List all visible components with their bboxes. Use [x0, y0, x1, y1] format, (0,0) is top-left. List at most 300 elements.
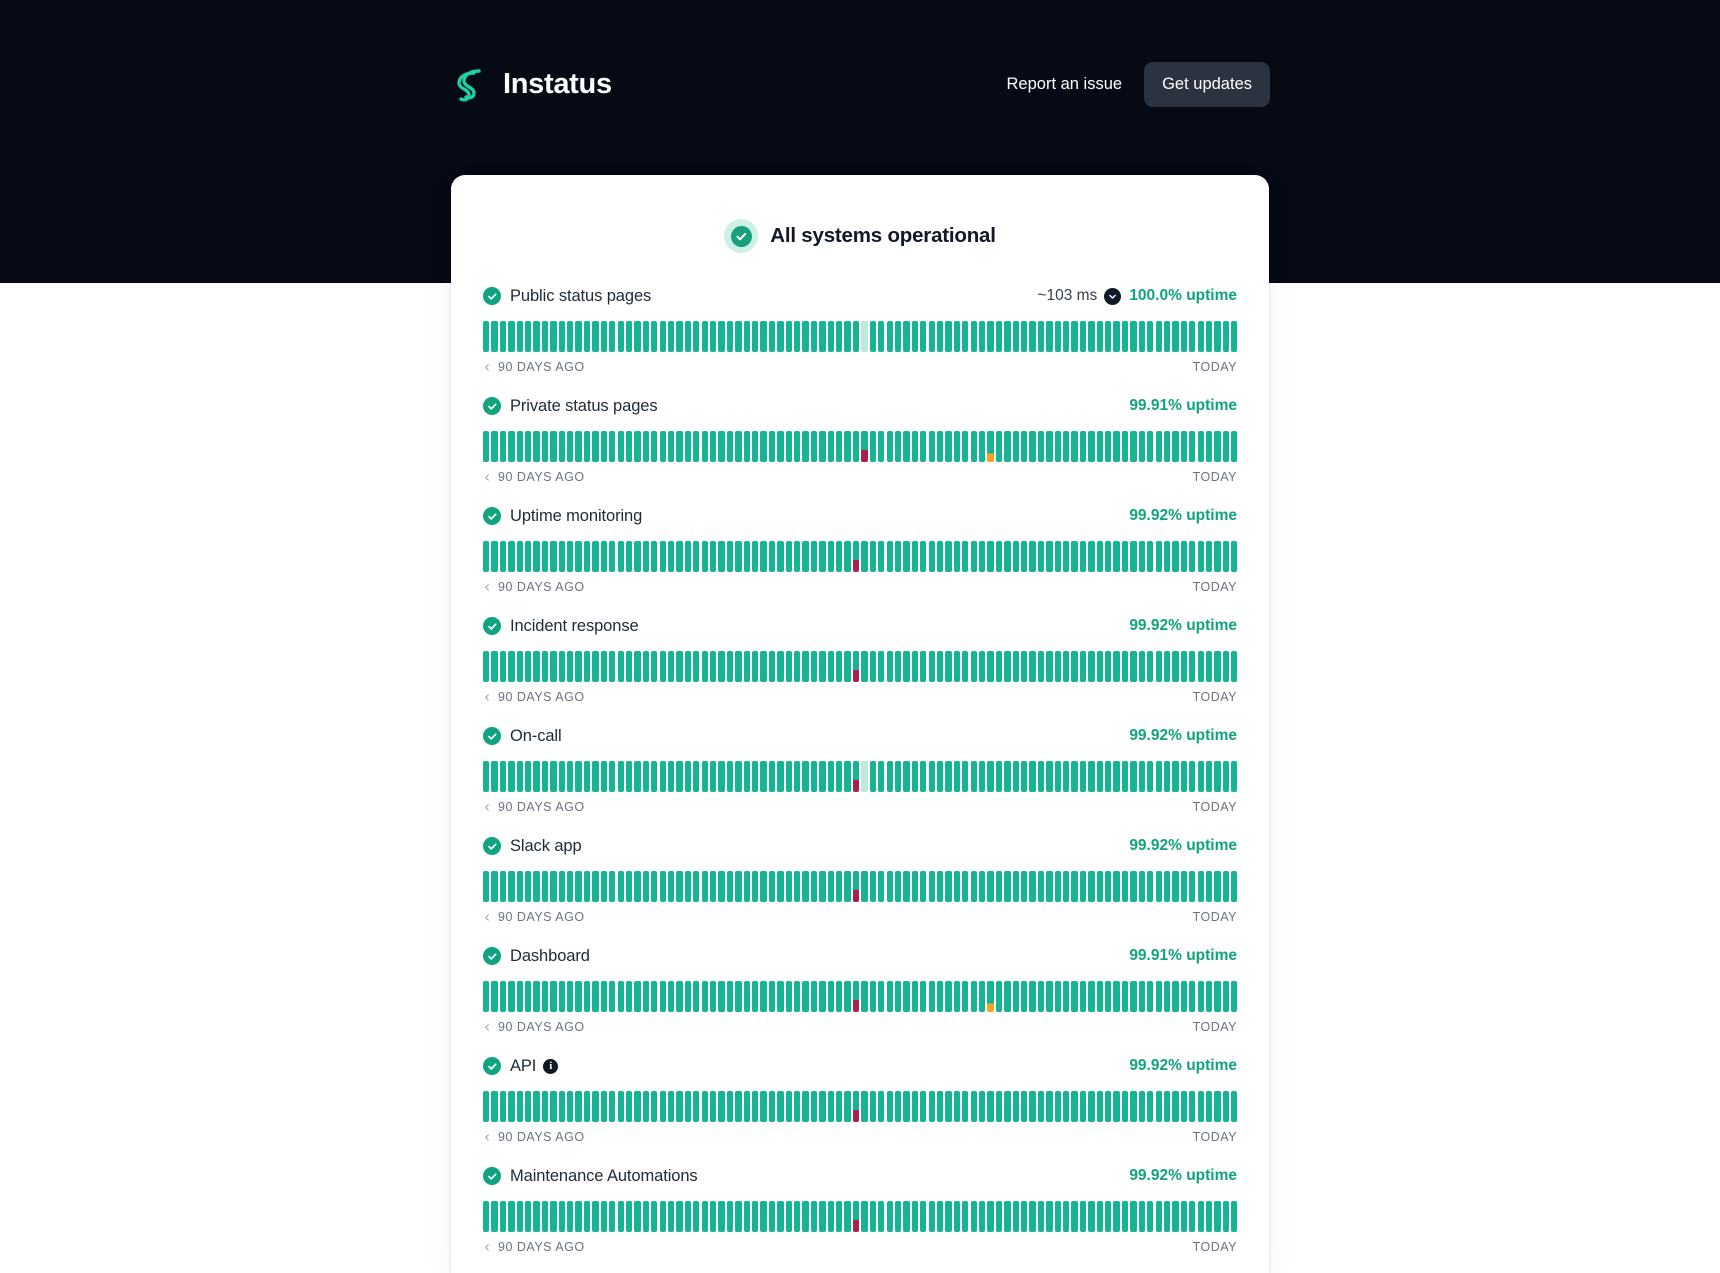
uptime-bar-tick[interactable]	[1206, 1201, 1212, 1232]
uptime-bar-tick[interactable]	[718, 981, 724, 1012]
uptime-bar-tick[interactable]	[887, 981, 893, 1012]
uptime-bar-tick[interactable]	[1130, 431, 1136, 462]
uptime-bar-tick[interactable]	[634, 871, 640, 902]
uptime-bar-tick[interactable]	[811, 981, 817, 1012]
uptime-bar-tick[interactable]	[508, 1091, 514, 1122]
uptime-bar-tick[interactable]	[861, 761, 867, 792]
uptime-bar-tick[interactable]	[752, 1201, 758, 1232]
uptime-bar-tick[interactable]	[811, 761, 817, 792]
uptime-bar-tick[interactable]	[1147, 651, 1153, 682]
legend-start[interactable]	[483, 690, 585, 704]
uptime-bar-tick[interactable]	[802, 981, 808, 1012]
uptime-bar-tick[interactable]	[853, 761, 859, 792]
uptime-bar-tick[interactable]	[1013, 761, 1019, 792]
uptime-bar-tick[interactable]	[727, 431, 733, 462]
uptime-bar-tick[interactable]	[1189, 541, 1195, 572]
uptime-bar-tick[interactable]	[517, 871, 523, 902]
uptime-bar-tick[interactable]	[794, 981, 800, 1012]
uptime-bar-tick[interactable]	[844, 1091, 850, 1122]
uptime-bar-tick[interactable]	[618, 431, 624, 462]
uptime-bar-tick[interactable]	[861, 431, 867, 462]
uptime-bar-tick[interactable]	[1105, 541, 1111, 572]
uptime-bar-tick[interactable]	[1122, 321, 1128, 352]
uptime-bar-tick[interactable]	[903, 651, 909, 682]
uptime-bar-tick[interactable]	[836, 651, 842, 682]
uptime-bar-tick[interactable]	[752, 321, 758, 352]
uptime-bar-tick[interactable]	[912, 761, 918, 792]
uptime-bar-tick[interactable]	[500, 651, 506, 682]
uptime-bar-tick[interactable]	[1088, 321, 1094, 352]
uptime-bar-tick[interactable]	[870, 761, 876, 792]
uptime-bar-tick[interactable]	[996, 1201, 1002, 1232]
uptime-bar-tick[interactable]	[676, 431, 682, 462]
uptime-bar-tick[interactable]	[584, 541, 590, 572]
uptime-bar-tick[interactable]	[844, 1201, 850, 1232]
brand[interactable]	[450, 65, 612, 105]
uptime-bar-tick[interactable]	[1147, 1201, 1153, 1232]
uptime-bar-tick[interactable]	[895, 1201, 901, 1232]
uptime-bar-tick[interactable]	[1164, 431, 1170, 462]
uptime-bar-tick[interactable]	[1088, 871, 1094, 902]
uptime-bar-tick[interactable]	[920, 871, 926, 902]
uptime-bar-tick[interactable]	[1181, 1201, 1187, 1232]
uptime-bar-tick[interactable]	[542, 431, 548, 462]
uptime-bar-tick[interactable]	[853, 431, 859, 462]
uptime-bar-tick[interactable]	[1223, 321, 1229, 352]
uptime-bar-tick[interactable]	[1080, 431, 1086, 462]
uptime-bar-tick[interactable]	[794, 871, 800, 902]
uptime-bar-tick[interactable]	[828, 1201, 834, 1232]
uptime-bar-tick[interactable]	[962, 981, 968, 1012]
uptime-bar-tick[interactable]	[1172, 431, 1178, 462]
uptime-bar-tick[interactable]	[651, 1201, 657, 1232]
uptime-bar-tick[interactable]	[836, 1091, 842, 1122]
uptime-bar-tick[interactable]	[819, 431, 825, 462]
uptime-bar-tick[interactable]	[676, 981, 682, 1012]
uptime-bar-tick[interactable]	[811, 321, 817, 352]
uptime-bar-tick[interactable]	[1189, 321, 1195, 352]
uptime-bar-tick[interactable]	[1214, 651, 1220, 682]
uptime-bar-tick[interactable]	[1223, 1091, 1229, 1122]
uptime-bar-tick[interactable]	[1038, 1091, 1044, 1122]
uptime-bar-tick[interactable]	[1172, 871, 1178, 902]
uptime-bar-tick[interactable]	[811, 431, 817, 462]
uptime-bar-tick[interactable]	[954, 321, 960, 352]
uptime-bar-tick[interactable]	[609, 871, 615, 902]
uptime-bar-tick[interactable]	[685, 981, 691, 1012]
uptime-bar-tick[interactable]	[912, 321, 918, 352]
uptime-bar-tick[interactable]	[1038, 431, 1044, 462]
uptime-bar-tick[interactable]	[777, 1091, 783, 1122]
legend-start[interactable]	[483, 800, 585, 814]
uptime-bar-tick[interactable]	[870, 1201, 876, 1232]
uptime-bar-tick[interactable]	[1055, 981, 1061, 1012]
uptime-bar-tick[interactable]	[651, 321, 657, 352]
uptime-bar-tick[interactable]	[533, 1201, 539, 1232]
uptime-bar-tick[interactable]	[575, 541, 581, 572]
uptime-bar-tick[interactable]	[626, 981, 632, 1012]
uptime-bar-tick[interactable]	[626, 871, 632, 902]
monitor-name[interactable]: Slack app	[510, 836, 582, 855]
uptime-bar-tick[interactable]	[1038, 871, 1044, 902]
uptime-bar-tick[interactable]	[1214, 431, 1220, 462]
uptime-bar-tick[interactable]	[1004, 431, 1010, 462]
uptime-bar-tick[interactable]	[1214, 871, 1220, 902]
uptime-bar-tick[interactable]	[533, 871, 539, 902]
uptime-bar-tick[interactable]	[508, 541, 514, 572]
uptime-bar-tick[interactable]	[1172, 1091, 1178, 1122]
uptime-bar-tick[interactable]	[954, 431, 960, 462]
uptime-bar-tick[interactable]	[861, 1091, 867, 1122]
uptime-bar-tick[interactable]	[979, 541, 985, 572]
uptime-bar-tick[interactable]	[878, 321, 884, 352]
uptime-bar-tick[interactable]	[1198, 541, 1204, 572]
monitor-name[interactable]: Public status pages	[510, 286, 652, 305]
uptime-bar-tick[interactable]	[618, 981, 624, 1012]
uptime-bar-tick[interactable]	[1130, 541, 1136, 572]
legend-start[interactable]	[483, 1130, 585, 1144]
uptime-bar-tick[interactable]	[609, 431, 615, 462]
uptime-bar-tick[interactable]	[575, 431, 581, 462]
uptime-bar-tick[interactable]	[1105, 761, 1111, 792]
uptime-bar-tick[interactable]	[937, 651, 943, 682]
chevron-left-icon[interactable]	[483, 582, 491, 593]
uptime-bar-tick[interactable]	[1198, 431, 1204, 462]
uptime-bar-tick[interactable]	[727, 321, 733, 352]
legend-start[interactable]	[483, 470, 585, 484]
uptime-bar-tick[interactable]	[618, 761, 624, 792]
uptime-bar-tick[interactable]	[744, 1201, 750, 1232]
uptime-bar-tick[interactable]	[1231, 321, 1237, 352]
uptime-bar-tick[interactable]	[660, 761, 666, 792]
uptime-bar-tick[interactable]	[567, 1091, 573, 1122]
uptime-bar-tick[interactable]	[1214, 1091, 1220, 1122]
uptime-bar-tick[interactable]	[693, 761, 699, 792]
uptime-bar-tick[interactable]	[853, 871, 859, 902]
uptime-bar-tick[interactable]	[1231, 871, 1237, 902]
uptime-bar-tick[interactable]	[828, 871, 834, 902]
uptime-bar-tick[interactable]	[945, 1201, 951, 1232]
chevron-left-icon[interactable]	[483, 692, 491, 703]
uptime-bar-tick[interactable]	[1046, 651, 1052, 682]
uptime-bar-tick[interactable]	[1021, 541, 1027, 572]
uptime-bar-tick[interactable]	[533, 761, 539, 792]
uptime-bar-tick[interactable]	[676, 651, 682, 682]
uptime-bar-tick[interactable]	[483, 761, 489, 792]
uptime-bar-tick[interactable]	[1198, 321, 1204, 352]
uptime-bar-tick[interactable]	[727, 761, 733, 792]
uptime-bar-tick[interactable]	[533, 541, 539, 572]
uptime-bar-tick[interactable]	[887, 651, 893, 682]
uptime-bar-tick[interactable]	[500, 981, 506, 1012]
uptime-bar-tick[interactable]	[1097, 761, 1103, 792]
uptime-bar-tick[interactable]	[895, 651, 901, 682]
uptime-bar-tick[interactable]	[1080, 761, 1086, 792]
uptime-bar-tick[interactable]	[491, 1091, 497, 1122]
uptime-bar-tick[interactable]	[1088, 1201, 1094, 1232]
uptime-bar-tick[interactable]	[1105, 1091, 1111, 1122]
uptime-bar-tick[interactable]	[760, 871, 766, 902]
uptime-bar-tick[interactable]	[575, 761, 581, 792]
uptime-bar-tick[interactable]	[618, 1201, 624, 1232]
uptime-bar-tick[interactable]	[1113, 321, 1119, 352]
uptime-bar-tick[interactable]	[559, 1091, 565, 1122]
uptime-bar-tick[interactable]	[1097, 541, 1103, 572]
uptime-bar-tick[interactable]	[912, 981, 918, 1012]
uptime-bar-tick[interactable]	[685, 871, 691, 902]
uptime-bar-tick[interactable]	[1088, 981, 1094, 1012]
uptime-bar-tick[interactable]	[1063, 431, 1069, 462]
uptime-bar-tick[interactable]	[971, 431, 977, 462]
uptime-bar-tick[interactable]	[887, 761, 893, 792]
uptime-bar-tick[interactable]	[962, 1091, 968, 1122]
uptime-bar-tick[interactable]	[500, 1201, 506, 1232]
uptime-bar-tick[interactable]	[912, 651, 918, 682]
uptime-bar-tick[interactable]	[1164, 981, 1170, 1012]
uptime-bar-tick[interactable]	[693, 541, 699, 572]
uptime-bar-tick[interactable]	[912, 1201, 918, 1232]
uptime-bar-tick[interactable]	[1223, 651, 1229, 682]
uptime-bar-tick[interactable]	[1164, 541, 1170, 572]
uptime-bar-tick[interactable]	[937, 981, 943, 1012]
uptime-bar-tick[interactable]	[786, 541, 792, 572]
uptime-bar-tick[interactable]	[802, 1201, 808, 1232]
uptime-bar-tick[interactable]	[853, 1091, 859, 1122]
uptime-bar-tick[interactable]	[660, 1201, 666, 1232]
uptime-bar-tick[interactable]	[559, 321, 565, 352]
uptime-bar-tick[interactable]	[550, 321, 556, 352]
uptime-bar-tick[interactable]	[1105, 431, 1111, 462]
uptime-bar-tick[interactable]	[962, 1201, 968, 1232]
uptime-bar-tick[interactable]	[945, 761, 951, 792]
uptime-bar-tick[interactable]	[718, 1201, 724, 1232]
uptime-bar-tick[interactable]	[1113, 541, 1119, 572]
uptime-bar-tick[interactable]	[626, 541, 632, 572]
chevron-left-icon[interactable]	[483, 802, 491, 813]
uptime-bar-tick[interactable]	[735, 981, 741, 1012]
uptime-bar-tick[interactable]	[971, 651, 977, 682]
uptime-bar-tick[interactable]	[592, 981, 598, 1012]
uptime-bar-tick[interactable]	[643, 1091, 649, 1122]
uptime-bar-tick[interactable]	[710, 541, 716, 572]
uptime-bar-tick[interactable]	[601, 431, 607, 462]
uptime-bar-tick[interactable]	[895, 981, 901, 1012]
uptime-bar-tick[interactable]	[1046, 1201, 1052, 1232]
uptime-bar-tick[interactable]	[954, 871, 960, 902]
uptime-bar-tick[interactable]	[567, 1201, 573, 1232]
uptime-bar-tick[interactable]	[836, 761, 842, 792]
uptime-bar-tick[interactable]	[769, 761, 775, 792]
uptime-bar-tick[interactable]	[517, 651, 523, 682]
uptime-bar-tick[interactable]	[735, 1201, 741, 1232]
uptime-bar-tick[interactable]	[517, 541, 523, 572]
uptime-bar-tick[interactable]	[1071, 1201, 1077, 1232]
uptime-bar-tick[interactable]	[634, 761, 640, 792]
uptime-bar-tick[interactable]	[802, 321, 808, 352]
uptime-bar-tick[interactable]	[870, 431, 876, 462]
uptime-bar-tick[interactable]	[525, 1201, 531, 1232]
uptime-bar-tick[interactable]	[601, 1201, 607, 1232]
uptime-bar-tick[interactable]	[718, 321, 724, 352]
uptime-bar-tick[interactable]	[693, 981, 699, 1012]
uptime-bar-tick[interactable]	[525, 871, 531, 902]
uptime-bar-tick[interactable]	[517, 981, 523, 1012]
chevron-left-icon[interactable]	[483, 1022, 491, 1033]
uptime-bar-tick[interactable]	[895, 871, 901, 902]
uptime-bar-tick[interactable]	[878, 871, 884, 902]
uptime-bar-tick[interactable]	[819, 1091, 825, 1122]
uptime-bar-tick[interactable]	[760, 541, 766, 572]
uptime-bar-tick[interactable]	[887, 321, 893, 352]
chevron-left-icon[interactable]	[483, 472, 491, 483]
uptime-bar-tick[interactable]	[668, 981, 674, 1012]
uptime-bar-tick[interactable]	[836, 1201, 842, 1232]
uptime-bar-tick[interactable]	[1156, 1091, 1162, 1122]
uptime-bar-tick[interactable]	[819, 871, 825, 902]
uptime-bar-tick[interactable]	[1156, 761, 1162, 792]
uptime-bar-tick[interactable]	[525, 321, 531, 352]
uptime-bar-tick[interactable]	[1080, 1201, 1086, 1232]
uptime-bar-tick[interactable]	[760, 761, 766, 792]
uptime-bar-tick[interactable]	[693, 651, 699, 682]
uptime-bar-tick[interactable]	[844, 321, 850, 352]
uptime-bar-tick[interactable]	[929, 981, 935, 1012]
uptime-bar-tick[interactable]	[668, 541, 674, 572]
chevron-down-icon[interactable]	[1104, 288, 1121, 305]
uptime-bar-tick[interactable]	[634, 651, 640, 682]
uptime-bar-tick[interactable]	[1164, 871, 1170, 902]
uptime-bar-tick[interactable]	[634, 1091, 640, 1122]
uptime-bar-tick[interactable]	[575, 651, 581, 682]
uptime-bar-tick[interactable]	[971, 321, 977, 352]
uptime-bar-tick[interactable]	[945, 1091, 951, 1122]
uptime-bar-tick[interactable]	[609, 1201, 615, 1232]
uptime-bar-tick[interactable]	[979, 431, 985, 462]
uptime-bar-tick[interactable]	[1088, 761, 1094, 792]
uptime-bar-tick[interactable]	[525, 981, 531, 1012]
uptime-bar-tick[interactable]	[744, 541, 750, 572]
uptime-bar-tick[interactable]	[1038, 541, 1044, 572]
uptime-bar-tick[interactable]	[962, 651, 968, 682]
uptime-bar-tick[interactable]	[491, 651, 497, 682]
uptime-bar-tick[interactable]	[542, 981, 548, 1012]
uptime-bar-tick[interactable]	[929, 871, 935, 902]
uptime-bar-tick[interactable]	[996, 541, 1002, 572]
uptime-bar-tick[interactable]	[895, 431, 901, 462]
uptime-bar-tick[interactable]	[651, 871, 657, 902]
uptime-bar-tick[interactable]	[1046, 431, 1052, 462]
uptime-bar-tick[interactable]	[584, 1201, 590, 1232]
uptime-bar-tick[interactable]	[609, 321, 615, 352]
uptime-bar-tick[interactable]	[1088, 541, 1094, 572]
uptime-bar-tick[interactable]	[777, 871, 783, 902]
uptime-bar-tick[interactable]	[550, 651, 556, 682]
uptime-bar-tick[interactable]	[1113, 1091, 1119, 1122]
uptime-bar-tick[interactable]	[828, 651, 834, 682]
uptime-bar-tick[interactable]	[567, 981, 573, 1012]
uptime-bar-tick[interactable]	[1004, 1091, 1010, 1122]
uptime-bar-tick[interactable]	[1097, 321, 1103, 352]
uptime-bar-tick[interactable]	[626, 1201, 632, 1232]
uptime-bar-tick[interactable]	[1046, 1091, 1052, 1122]
uptime-bar-tick[interactable]	[769, 541, 775, 572]
uptime-bar-tick[interactable]	[794, 541, 800, 572]
monitor-name[interactable]: API	[510, 1056, 537, 1075]
uptime-bar-tick[interactable]	[525, 761, 531, 792]
uptime-bar-tick[interactable]	[584, 651, 590, 682]
uptime-bar-tick[interactable]	[1122, 1201, 1128, 1232]
uptime-bar-tick[interactable]	[1063, 1091, 1069, 1122]
uptime-bar-tick[interactable]	[920, 981, 926, 1012]
uptime-bar-tick[interactable]	[567, 541, 573, 572]
uptime-bar-tick[interactable]	[702, 1091, 708, 1122]
uptime-bar-tick[interactable]	[559, 981, 565, 1012]
uptime-bar-tick[interactable]	[878, 761, 884, 792]
uptime-bar-tick[interactable]	[601, 321, 607, 352]
uptime-bar-tick[interactable]	[1113, 981, 1119, 1012]
uptime-bar-tick[interactable]	[660, 431, 666, 462]
uptime-bar-tick[interactable]	[861, 651, 867, 682]
uptime-bar-tick[interactable]	[567, 431, 573, 462]
uptime-bar-tick[interactable]	[1223, 871, 1229, 902]
uptime-bar-tick[interactable]	[1206, 761, 1212, 792]
uptime-bar-tick[interactable]	[836, 981, 842, 1012]
uptime-bar-tick[interactable]	[777, 431, 783, 462]
uptime-bar-tick[interactable]	[769, 1091, 775, 1122]
uptime-bar-tick[interactable]	[651, 761, 657, 792]
uptime-bar-tick[interactable]	[643, 871, 649, 902]
uptime-bar-tick[interactable]	[592, 1091, 598, 1122]
uptime-bar-tick[interactable]	[1046, 871, 1052, 902]
uptime-bar-tick[interactable]	[584, 871, 590, 902]
uptime-bar-tick[interactable]	[744, 981, 750, 1012]
uptime-bar-tick[interactable]	[592, 541, 598, 572]
uptime-bar-tick[interactable]	[710, 321, 716, 352]
uptime-bar-tick[interactable]	[979, 981, 985, 1012]
uptime-bar-tick[interactable]	[887, 431, 893, 462]
uptime-bar-tick[interactable]	[1063, 321, 1069, 352]
uptime-bar-tick[interactable]	[668, 1201, 674, 1232]
uptime-bar-tick[interactable]	[954, 761, 960, 792]
uptime-bar-tick[interactable]	[844, 431, 850, 462]
uptime-bar-tick[interactable]	[861, 1201, 867, 1232]
uptime-bar-tick[interactable]	[786, 761, 792, 792]
uptime-bar-tick[interactable]	[929, 541, 935, 572]
uptime-bar-tick[interactable]	[1172, 321, 1178, 352]
uptime-bar-tick[interactable]	[1164, 321, 1170, 352]
uptime-bar-tick[interactable]	[819, 651, 825, 682]
uptime-bar-tick[interactable]	[1122, 871, 1128, 902]
uptime-bar-tick[interactable]	[609, 1091, 615, 1122]
uptime-bar-tick[interactable]	[1055, 651, 1061, 682]
uptime-bar-tick[interactable]	[1105, 1201, 1111, 1232]
uptime-bar-tick[interactable]	[1156, 1201, 1162, 1232]
uptime-bar-tick[interactable]	[887, 871, 893, 902]
uptime-bar-tick[interactable]	[584, 1091, 590, 1122]
uptime-bar-tick[interactable]	[550, 871, 556, 902]
monitor-latency[interactable]	[1037, 287, 1121, 305]
uptime-bar-tick[interactable]	[718, 761, 724, 792]
uptime-bar-tick[interactable]	[676, 1201, 682, 1232]
uptime-bar-tick[interactable]	[1080, 871, 1086, 902]
uptime-bar-tick[interactable]	[550, 761, 556, 792]
chevron-left-icon[interactable]	[483, 912, 491, 923]
uptime-bar-tick[interactable]	[1189, 761, 1195, 792]
uptime-bar-tick[interactable]	[853, 651, 859, 682]
uptime-bar-tick[interactable]	[954, 541, 960, 572]
uptime-bar-tick[interactable]	[819, 541, 825, 572]
uptime-bar-tick[interactable]	[769, 1201, 775, 1232]
